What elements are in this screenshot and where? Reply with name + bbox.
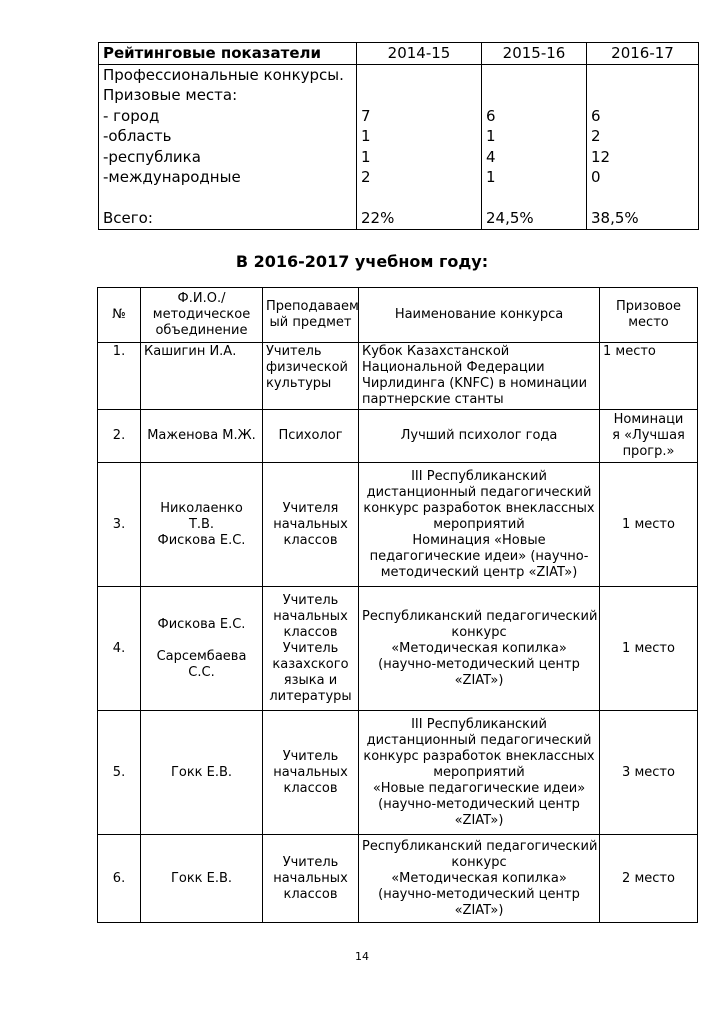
row-num: 4. <box>98 587 141 711</box>
header-place <box>600 288 698 343</box>
row-contest-line: партнерские станты <box>362 392 504 407</box>
row-num: 6. <box>98 835 141 923</box>
ratings-value: 1 <box>361 127 371 145</box>
row-contest <box>359 711 600 835</box>
ratings-label-line: -международные <box>103 168 241 186</box>
row-subject-line: начальных <box>273 764 348 780</box>
row-num: 5. <box>98 711 141 835</box>
ratings-value: 7 <box>361 106 371 125</box>
header-num: № <box>98 288 141 343</box>
row-contest-line: «Методическая копилка» <box>391 870 567 886</box>
ratings-value: 22% <box>361 209 395 227</box>
ratings-value <box>361 65 477 86</box>
row-subject-line: Психолог <box>278 428 343 443</box>
row-subject-line: начальных <box>273 516 348 532</box>
row-name-line: Фискова Е.С. <box>157 616 246 632</box>
table-row <box>98 343 698 410</box>
row-contest-line: «ZIAT») <box>454 902 504 918</box>
row-contest-line: конкурс разработок внеклассных <box>363 748 595 764</box>
ratings-label-line: -область <box>103 127 172 145</box>
row-subject-line: физической <box>266 360 349 375</box>
row-subject-line: Учитель <box>282 854 339 870</box>
contests-table <box>97 287 698 923</box>
row-place <box>600 587 698 711</box>
row-subject-line: Учителя <box>282 500 339 516</box>
ratings-value <box>486 85 582 106</box>
header-place-line: Призовое <box>616 299 681 314</box>
row-place <box>600 343 698 410</box>
header-subject-line: Преподаваем <box>266 299 359 314</box>
row-place <box>600 835 698 923</box>
row-subject-line: классов <box>283 624 338 640</box>
row-name-line: Т.В. <box>188 516 215 532</box>
row-subject <box>263 711 359 835</box>
ratings-label-line: Всего: <box>103 209 153 227</box>
row-contest-line: «ZIAT») <box>454 812 504 828</box>
row-place-line: 3 место <box>622 764 675 780</box>
row-contest <box>359 343 600 410</box>
row-name-line: Сарсембаева <box>156 648 247 664</box>
row-name <box>141 410 263 463</box>
row-name-line: Фискова Е.С. <box>157 532 246 548</box>
header-subject <box>263 288 359 343</box>
row-contest-line: конкурс <box>451 624 507 640</box>
row-subject-line: литературы <box>269 688 352 704</box>
row-contest <box>359 463 600 587</box>
ratings-value: 4 <box>486 147 496 166</box>
row-contest-line: Республиканский педагогический <box>362 838 598 854</box>
ratings-value: 2 <box>591 127 601 145</box>
header-name-line: методическое <box>152 307 251 322</box>
row-contest-line: дистанционный педагогический <box>366 484 592 500</box>
row-contest-line: мероприятий <box>433 764 525 780</box>
ratings-header-year: 2015-16 <box>482 43 587 65</box>
row-contest <box>359 410 600 463</box>
row-name-line: Кашигин И.А. <box>144 344 237 359</box>
row-subject <box>263 587 359 711</box>
row-contest-line: «Новые педагогические идеи» <box>372 780 586 796</box>
ratings-value <box>361 188 477 209</box>
row-contest-line: Лучший психолог года <box>400 428 558 443</box>
row-subject-line: классов <box>283 780 338 796</box>
row-subject <box>263 410 359 463</box>
table-row <box>98 410 698 463</box>
row-subject-line: классов <box>283 886 338 902</box>
ratings-table <box>98 42 699 230</box>
row-contest-line: Чирлидинга (KNFC) в номинации <box>362 376 588 391</box>
header-place-line: место <box>628 315 669 330</box>
row-contest-line: мероприятий <box>433 516 525 532</box>
ratings-value <box>486 65 582 86</box>
row-place <box>600 711 698 835</box>
ratings-header-year: 2016-17 <box>587 43 699 65</box>
ratings-value <box>591 188 694 209</box>
row-contest <box>359 587 600 711</box>
row-contest <box>359 835 600 923</box>
ratings-label-line: Призовые места: <box>103 86 238 104</box>
row-contest-line: «ZIAT») <box>454 672 504 688</box>
page-number: 14 <box>355 950 369 963</box>
row-contest-line: (научно-методический центр <box>378 886 580 902</box>
row-contest-line: Национальной Федерации <box>362 360 545 375</box>
ratings-value: 1 <box>361 147 371 166</box>
header-contest: Наименование конкурса <box>359 288 600 343</box>
ratings-labels-cell <box>99 64 357 229</box>
row-place-line: 1 место <box>622 640 675 656</box>
ratings-value: 1 <box>486 168 496 186</box>
ratings-value <box>591 65 694 86</box>
row-name-line: Гокк Е.В. <box>170 764 233 780</box>
row-name <box>141 587 263 711</box>
row-subject-line: Учитель <box>266 344 322 359</box>
table-row <box>98 711 698 835</box>
row-place-line: 1 место <box>603 344 656 359</box>
row-contest-line: педагогические идеи» (научно- <box>369 548 589 564</box>
row-contest-line: III Республиканский <box>411 468 547 484</box>
row-contest-line: «Методическая копилка» <box>391 640 567 656</box>
row-name-line: Гокк Е.В. <box>170 870 233 886</box>
ratings-year-cell-2016-17 <box>587 64 699 229</box>
ratings-label-line: Профессиональные конкурсы. <box>103 65 344 84</box>
ratings-label-line: -республика <box>103 147 201 166</box>
table-row <box>98 835 698 923</box>
row-name <box>141 835 263 923</box>
table-row <box>98 587 698 711</box>
row-contest-line: конкурс разработок внеклассных <box>363 500 595 516</box>
row-subject-line: Учитель <box>282 748 339 764</box>
ratings-value: 6 <box>486 106 496 125</box>
row-place <box>600 410 698 463</box>
row-name-line: С.С. <box>188 664 215 680</box>
row-place-line: Номинаци <box>613 412 684 427</box>
ratings-year-cell-2014-15 <box>357 64 482 229</box>
header-name <box>141 288 263 343</box>
header-subject-line: ый предмет <box>269 315 352 330</box>
row-contest-line: (научно-методический центр <box>378 796 580 812</box>
row-place-line: 2 место <box>622 870 675 886</box>
ratings-header-row <box>99 43 699 65</box>
row-name <box>141 463 263 587</box>
ratings-value <box>361 85 477 106</box>
row-subject-line: классов <box>283 532 338 548</box>
row-contest-line: Республиканский педагогический <box>362 608 598 624</box>
ratings-body-row <box>99 64 699 229</box>
row-name <box>141 711 263 835</box>
row-place-line: 1 место <box>622 516 675 532</box>
row-subject-line: Учитель <box>282 640 339 656</box>
row-subject <box>263 463 359 587</box>
ratings-value <box>591 85 694 106</box>
row-subject-line: казахского <box>272 656 349 672</box>
row-subject-line: Учитель <box>282 592 339 608</box>
ratings-value: 12 <box>591 147 611 166</box>
ratings-header-year: 2014-15 <box>357 43 482 65</box>
row-num: 1. <box>98 343 141 410</box>
row-num: 3. <box>98 463 141 587</box>
row-contest-line: дистанционный педагогический <box>366 732 592 748</box>
row-subject-line: языка и <box>283 672 338 688</box>
row-contest-line: методический центр «ZIAT») <box>380 564 578 580</box>
header-name-line: объединение <box>155 323 248 338</box>
table-row <box>98 463 698 587</box>
row-contest-line: III Республиканский <box>411 716 547 732</box>
ratings-value: 2 <box>361 168 371 186</box>
ratings-label-line: - город <box>103 106 160 125</box>
row-contest-line: Кубок Казахстанской <box>362 344 510 359</box>
row-name-line: Николаенко <box>160 500 243 516</box>
ratings-header-label: Рейтинговые показатели <box>99 43 357 65</box>
row-place-line: прогр.» <box>622 444 675 459</box>
ratings-value: 38,5% <box>591 209 639 227</box>
contests-header-row <box>98 288 698 343</box>
row-place-line: я «Лучшая <box>612 428 685 443</box>
ratings-value: 1 <box>486 127 496 145</box>
row-subject <box>263 343 359 410</box>
row-subject-line: начальных <box>273 870 348 886</box>
ratings-value: 24,5% <box>486 209 534 227</box>
ratings-year-cell-2015-16 <box>482 64 587 229</box>
header-name-line: Ф.И.О./ <box>177 291 226 306</box>
row-contest-line: Номинация «Новые <box>412 532 546 548</box>
row-contest-line: конкурс <box>451 854 507 870</box>
row-subject <box>263 835 359 923</box>
ratings-value <box>486 188 582 209</box>
row-subject-line: начальных <box>273 608 348 624</box>
row-name-line: Маженова М.Ж. <box>147 428 256 443</box>
row-name <box>141 343 263 410</box>
section-heading: В 2016-2017 учебном году: <box>235 252 489 271</box>
ratings-label-line <box>103 188 352 209</box>
ratings-value: 0 <box>591 168 601 186</box>
ratings-value: 6 <box>591 106 601 125</box>
row-subject-line: культуры <box>266 376 332 391</box>
row-contest-line: (научно-методический центр <box>378 656 580 672</box>
row-place <box>600 463 698 587</box>
row-name-line <box>144 633 259 649</box>
row-num: 2. <box>98 410 141 463</box>
